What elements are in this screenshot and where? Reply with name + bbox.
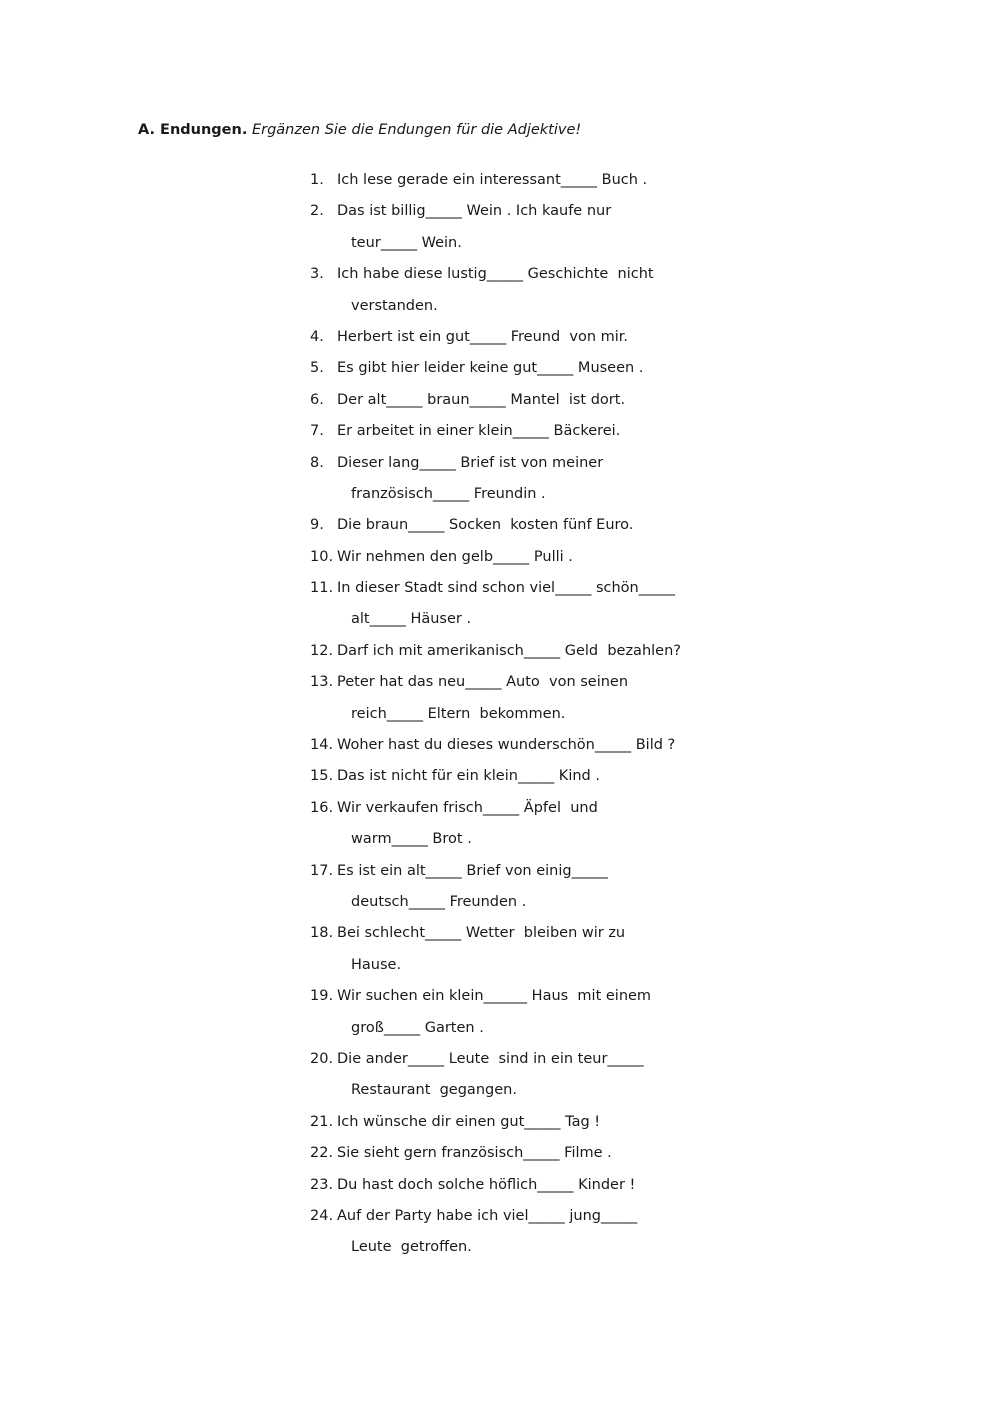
exercise-number: 22. [310, 1145, 334, 1162]
exercise-text: Die braun_____ Socken kosten fünf Euro. [337, 517, 634, 534]
exercise-continuation: französisch_____ Freundin . [351, 485, 546, 502]
exercise-text: Wir suchen ein klein______ Haus mit einem [337, 988, 652, 1005]
exercise-item [310, 546, 870, 577]
exercise-text: Ich habe diese lustig_____ Geschichte nicht [337, 266, 654, 283]
exercise-text: Bei schlecht_____ Wetter bleiben wir zu [337, 925, 626, 942]
exercise-text: Das ist billig_____ Wein . Ich kaufe nur [337, 203, 612, 220]
exercise-text: In dieser Stadt sind schon viel_____ schön_____ [337, 580, 675, 597]
exercise-text: Es gibt hier leider keine gut_____ Museen . [337, 360, 644, 377]
exercise-item [310, 514, 870, 545]
exercise-number: 5. [310, 360, 324, 377]
exercise-text: Du hast doch solche höflich_____ Kinder ! [337, 1176, 636, 1193]
exercise-continuation: verstanden. [351, 297, 438, 314]
exercise-number: 11. [310, 580, 334, 597]
exercise-text: Wir nehmen den gelb_____ Pulli . [337, 548, 573, 565]
exercise-number: 15. [310, 768, 334, 785]
exercise-continuation: warm_____ Brot . [351, 831, 472, 848]
exercise-item [310, 1111, 870, 1142]
exercise-continuation: reich_____ Eltern bekommen. [351, 705, 566, 722]
exercise-number: 21. [310, 1113, 334, 1130]
exercise-item [310, 389, 870, 420]
exercise-number: 12. [310, 642, 334, 659]
exercise-item [310, 169, 870, 200]
exercise-number: 6. [310, 391, 324, 408]
exercise-number: 17. [310, 862, 334, 879]
exercise-number: 14. [310, 737, 334, 754]
exercise-item [310, 326, 870, 357]
exercise-number: 2. [310, 203, 324, 220]
exercise-text: Dieser lang_____ Brief ist von meiner [337, 454, 604, 471]
section-label: A. Endungen. [138, 122, 248, 138]
exercise-item [310, 734, 870, 765]
exercise-text: Herbert ist ein gut_____ Freund von mir. [337, 328, 629, 345]
exercise-number: 10. [310, 548, 334, 565]
exercise-item [310, 452, 870, 483]
exercise-item [310, 577, 870, 608]
exercise-item [310, 860, 870, 891]
exercise-continuation: teur_____ Wein. [351, 234, 462, 251]
exercise-item [310, 1142, 870, 1173]
exercise-item [310, 985, 870, 1016]
exercise-item [310, 671, 870, 702]
exercise-item [310, 357, 870, 388]
exercise-continuation: deutsch_____ Freunden . [351, 893, 527, 910]
exercise-number: 16. [310, 799, 334, 816]
exercise-text: Er arbeitet in einer klein_____ Bäckerei. [337, 423, 621, 440]
exercise-number: 9. [310, 517, 324, 534]
exercise-list [310, 169, 870, 1268]
exercise-number: 18. [310, 925, 334, 942]
exercise-item [310, 922, 870, 953]
section-instruction: Ergänzen Sie die Endungen für die Adjektive! [251, 122, 582, 138]
exercise-item [310, 420, 870, 451]
exercise-continuation: Restaurant gegangen. [351, 1082, 517, 1099]
exercise-number: 1. [310, 172, 324, 188]
exercise-number: 19. [310, 988, 334, 1005]
exercise-text: Es ist ein alt_____ Brief von einig_____ [337, 862, 608, 879]
exercise-number: 3. [310, 266, 324, 283]
exercise-item [310, 765, 870, 796]
exercise-text: Sie sieht gern französisch_____ Filme . [337, 1145, 612, 1162]
exercise-item [310, 200, 870, 231]
exercise-item [310, 1174, 870, 1205]
exercise-text: Woher hast du dieses wunderschön_____ Bild ? [337, 737, 676, 754]
exercise-text: Der alt_____ braun_____ Mantel ist dort. [337, 391, 626, 408]
exercise-number: 13. [310, 674, 334, 691]
exercise-number: 4. [310, 328, 324, 345]
exercise-item [310, 1205, 870, 1236]
exercise-item [310, 263, 870, 294]
exercise-continuation: alt_____ Häuser . [351, 611, 472, 628]
exercise-number: 24. [310, 1207, 334, 1224]
section-heading [138, 119, 581, 141]
exercise-item [310, 640, 870, 671]
exercise-continuation: Hause. [351, 956, 402, 973]
exercise-number: 7. [310, 423, 324, 440]
exercise-number: 8. [310, 454, 324, 471]
exercise-continuation: groß_____ Garten . [351, 1019, 484, 1036]
exercise-text: Das ist nicht für ein klein_____ Kind . [337, 768, 600, 785]
exercise-number: 20. [310, 1050, 334, 1067]
exercise-text: Peter hat das neu_____ Auto von seinen [337, 674, 629, 691]
exercise-text: Auf der Party habe ich viel_____ jung_____ [337, 1207, 638, 1224]
exercise-text: Ich lese gerade ein interessant_____ Buch . [337, 172, 648, 188]
exercise-continuation: Leute getroffen. [351, 1239, 472, 1256]
exercise-item [310, 797, 870, 828]
exercise-text: Wir verkaufen frisch_____ Äpfel und [337, 799, 598, 816]
exercise-item [310, 1048, 870, 1079]
exercise-text: Darf ich mit amerikanisch_____ Geld bezahlen? [337, 642, 681, 659]
exercise-text: Ich wünsche dir einen gut_____ Tag ! [337, 1113, 601, 1130]
exercise-text: Die ander_____ Leute sind in ein teur_____ [337, 1050, 644, 1067]
exercise-number: 23. [310, 1176, 334, 1193]
